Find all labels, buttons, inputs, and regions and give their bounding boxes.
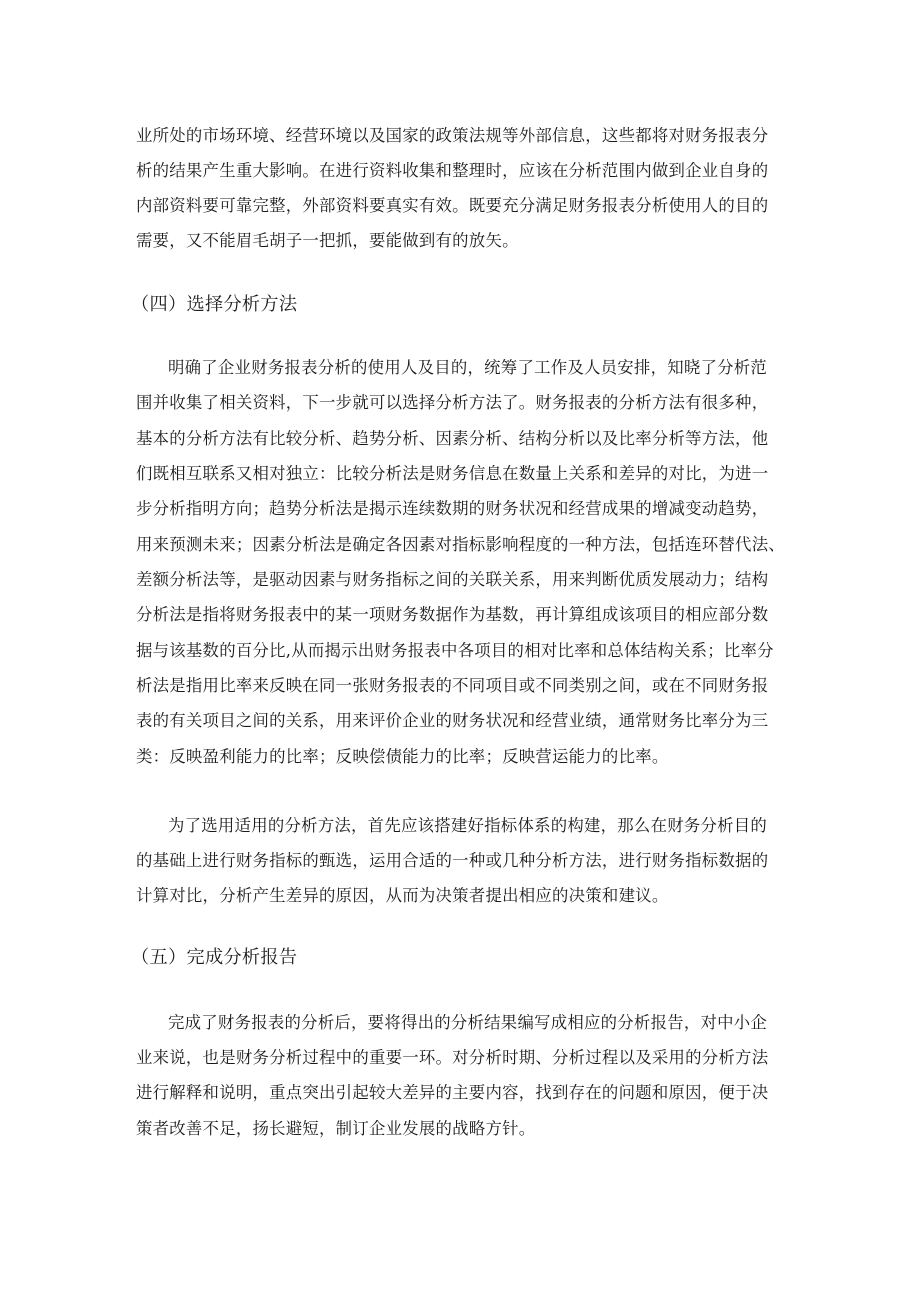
text-line: 分析法是指将财务报表中的某一项财务数据作为基数，再计算组成该项目的相应部分数 bbox=[136, 605, 769, 624]
text-line: 表的有关项目之间的关系，用来评价企业的财务状况和经营业绩，通常财务比率分为三 bbox=[136, 711, 769, 730]
section-heading: （五）完成分析报告 bbox=[131, 947, 298, 968]
text-line: 类：反映盈利能力的比率；反映偿债能力的比率；反映营运能力的比率。 bbox=[136, 747, 669, 766]
text-line: 业所处的市场环境、经营环境以及国家的政策法规等外部信息，这些都将对财务报表分 bbox=[136, 126, 769, 145]
text-line: 策者改善不足，扬长避短，制订企业发展的战略方针。 bbox=[136, 1119, 536, 1138]
text-line: 需要，又不能眉毛胡子一把抓，要能做到有的放矢。 bbox=[136, 231, 519, 250]
text-line: 析的结果产生重大影响。在进行资料收集和整理时，应该在分析范围内做到企业自身的 bbox=[136, 161, 769, 180]
text-line: 围并收集了相关资料，下一步就可以选择分析方法了。财务报表的分析方法有很多种， bbox=[136, 393, 769, 412]
text-line: 内部资料要可靠完整，外部资料要真实有效。既要充分满足财务报表分析使用人的目的 bbox=[136, 196, 769, 215]
text-line: 据与该基数的百分比,从而揭示出财务报表中各项目的相对比率和总体结构关系；比率分 bbox=[136, 641, 774, 660]
text-line: 业来说，也是财务分析过程中的重要一环。对分析时期、分析过程以及采用的分析方法 bbox=[136, 1048, 769, 1067]
section-heading: （四）选择分析方法 bbox=[131, 294, 298, 315]
text-line: 步分析指明方向；趋势分析法是揭示连续数期的财务状况和经营成果的增减变动趋势， bbox=[136, 499, 769, 518]
text-line: 们既相互联系又相对独立：比较分析法是财务信息在数量上关系和差异的对比，为进一 bbox=[136, 464, 769, 483]
text-line: 析法是指用比率来反映在同一张财务报表的不同项目或不同类别之间，或在不同财务报 bbox=[136, 676, 769, 695]
text-line: 用来预测未来；因素分析法是确定各因素对指标影响程度的一种方法，包括连环替代法、 bbox=[136, 535, 785, 554]
text-line: 明确了企业财务报表分析的使用人及目的，统筹了工作及人员安排，知晓了分析范 bbox=[168, 358, 768, 377]
text-line: 基本的分析方法有比较分析、趋势分析、因素分析、结构分析以及比率分析等方法，他 bbox=[136, 429, 769, 448]
text-line: 差额分析法等，是驱动因素与财务指标之间的关联关系，用来判断优质发展动力；结构 bbox=[136, 570, 769, 589]
text-line: 计算对比，分析产生差异的原因，从而为决策者提出相应的决策和建议。 bbox=[136, 886, 669, 905]
text-line: 进行解释和说明，重点突出引起较大差异的主要内容，找到存在的问题和原因，便于决 bbox=[136, 1083, 769, 1102]
text-line: 完成了财务报表的分析后，要将得出的分析结果编写成相应的分析报告，对中小企 bbox=[168, 1013, 768, 1032]
text-line: 为了选用适用的分析方法，首先应该搭建好指标体系的构建，那么在财务分析目的 bbox=[168, 816, 768, 835]
text-line: 的基础上进行财务指标的甄选，运用合适的一种或几种分析方法，进行财务指标数据的 bbox=[136, 851, 769, 870]
